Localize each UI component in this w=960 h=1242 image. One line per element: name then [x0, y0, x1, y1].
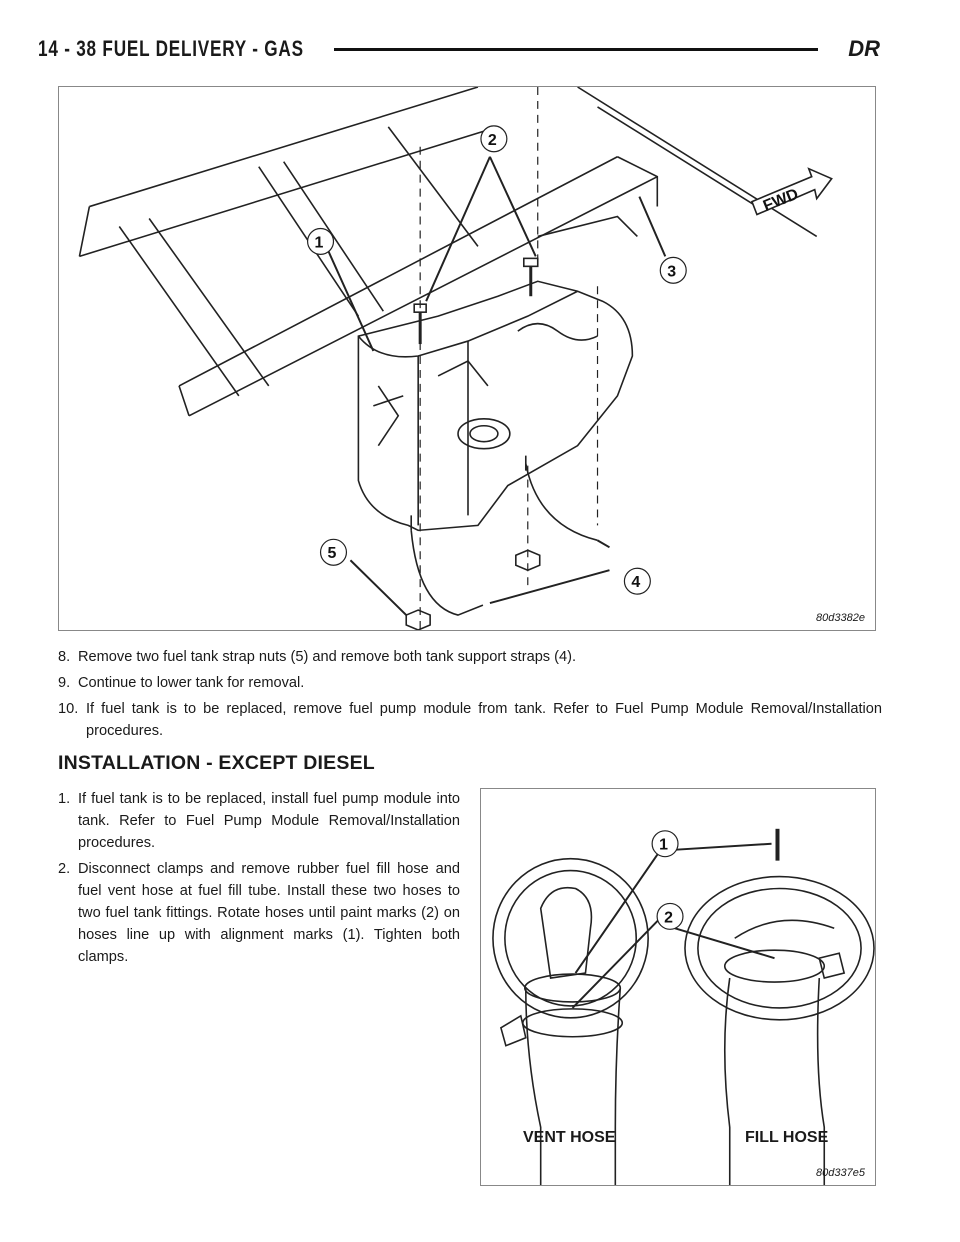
installation-steps [58, 788, 460, 972]
hose-alignment-figure [480, 788, 876, 1186]
hose-illustration [481, 789, 875, 1185]
fwd-arrow-icon [752, 169, 832, 215]
install-step-2: 2. Disconnect clamps and remove rubber fuel fill hose and fuel vent hose at fuel fill tube. Install these two hoses to two fuel tank fittings. Rotate hoses until paint marks (2) on hoses line up with alignment marks (1). Tighten both clamps. [58, 861, 460, 965]
fuel-tank-removal-figure [58, 86, 876, 631]
callout-1 [308, 228, 334, 254]
manual-code: DR [848, 36, 880, 61]
svg-text:1: 1 [314, 234, 324, 252]
figure-id-2: 80d337e5 [816, 1167, 865, 1179]
step-8: 8. Remove two fuel tank strap nuts (5) and remove both tank support straps (4). [58, 649, 577, 665]
figure-id: 80d3382e [816, 612, 865, 624]
header-rule [334, 48, 818, 51]
svg-text:1: 1 [659, 836, 668, 854]
step-10: 10. If fuel tank is to be replaced, remove fuel pump module from tank. Refer to Fuel Pump Module Removal/Installation procedures. [58, 701, 882, 739]
callout-fig2-1 [652, 831, 678, 857]
callout-5 [321, 539, 347, 565]
fwd-label: FWD [760, 185, 801, 216]
page-title: 14 - 38 FUEL DELIVERY - GAS [38, 36, 304, 61]
callout-fig2-2 [657, 903, 683, 929]
svg-text:3: 3 [667, 263, 677, 281]
install-step-1: 1. If fuel tank is to be replaced, install fuel pump module into tank. Refer to Fuel Pump Module Removal/Installation procedures. [58, 791, 460, 851]
callout-2 [481, 126, 507, 152]
section-heading: INSTALLATION - EXCEPT DIESEL [58, 752, 375, 774]
svg-text:5: 5 [327, 545, 337, 563]
fill-hose-label: FILL HOSE [745, 1129, 829, 1146]
step-9: 9. Continue to lower tank for removal. [58, 675, 305, 691]
removal-steps [58, 646, 882, 746]
svg-text:2: 2 [664, 909, 673, 927]
fuel-tank-illustration [59, 87, 875, 630]
callout-3 [660, 257, 686, 283]
page-header [38, 36, 880, 72]
callout-4 [624, 568, 650, 594]
svg-text:2: 2 [487, 131, 497, 149]
svg-text:4: 4 [631, 574, 641, 592]
vent-hose-label: VENT HOSE [523, 1129, 616, 1146]
